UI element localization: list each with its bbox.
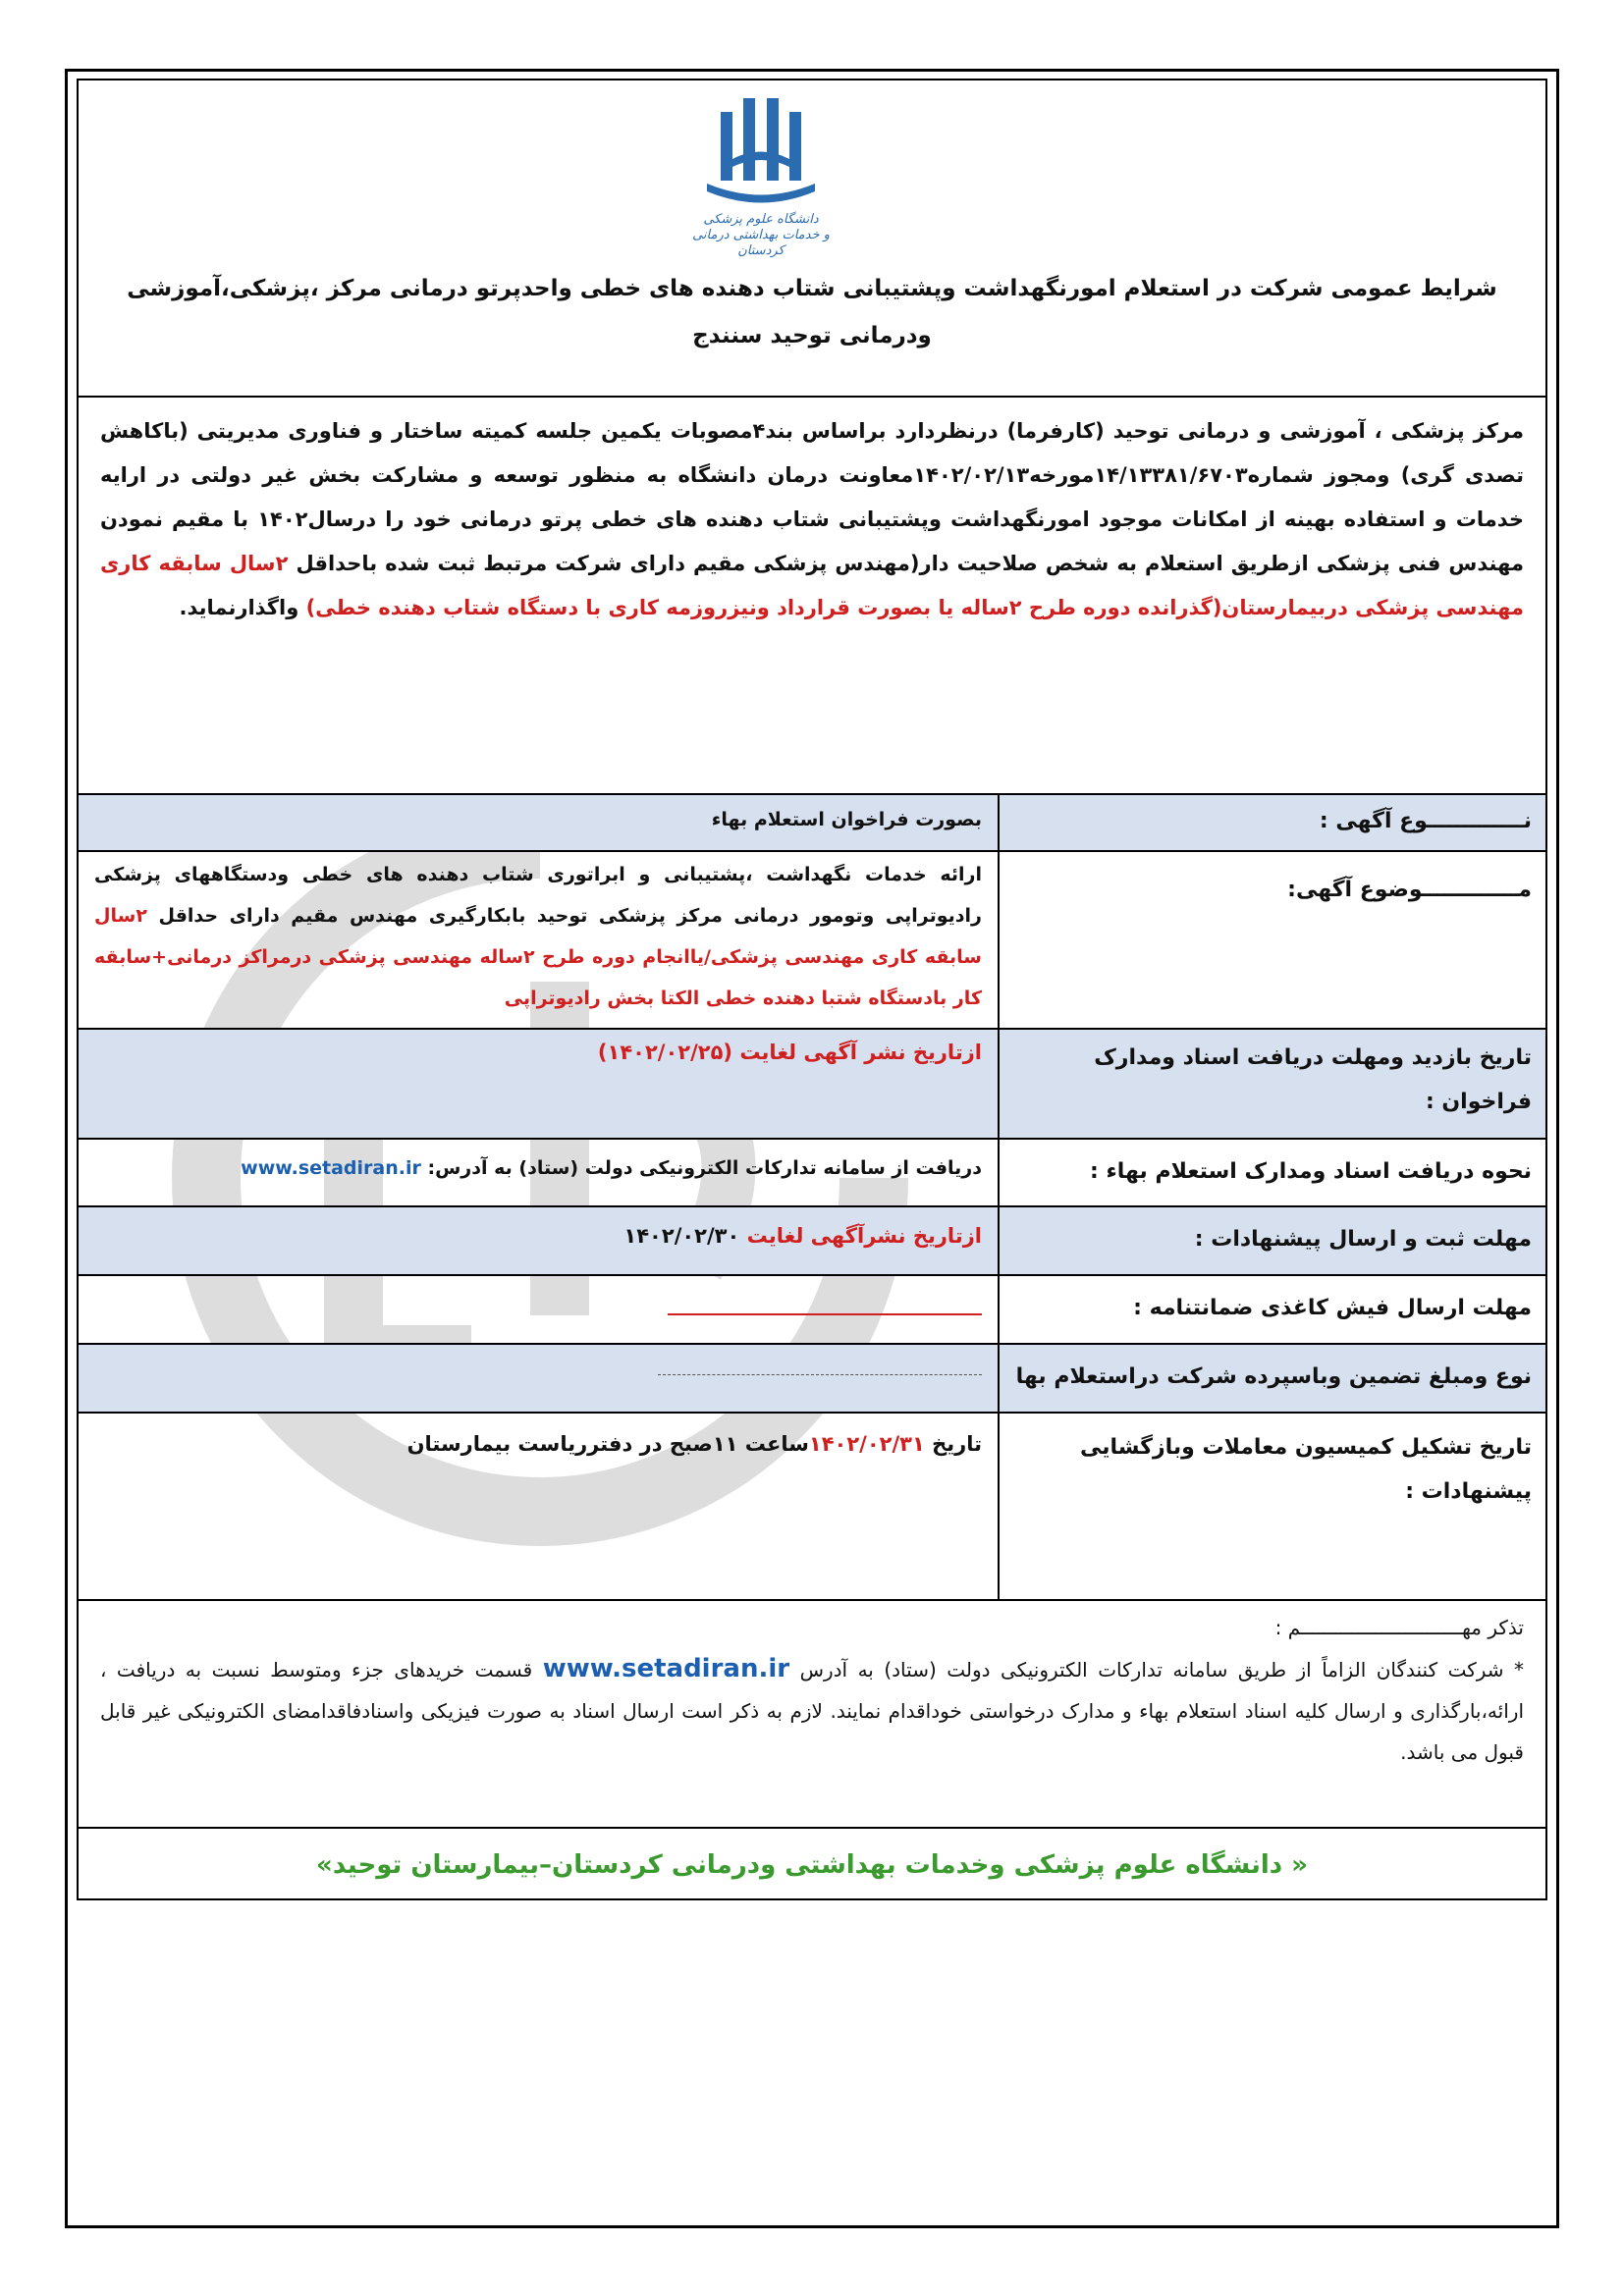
- row-guarantee-slip-deadline: [79, 1276, 1545, 1345]
- intro-requirement-highlight: ۲سال سابقه کاری مهندسی پزشکی دربیمارستان(گذرانده دوره طرح ۲ساله یا بصورت قرارداد ونیزروزمه کاری با دستگاه شتاب دهنده خطی): [100, 552, 1524, 619]
- row-visit-deadline: [79, 1030, 1545, 1140]
- row-document-retrieval: [79, 1140, 1545, 1207]
- label-notice-subject: مـــــــــــــوضوع آگهی:: [998, 852, 1545, 1028]
- logo-caption-line2: و خدمات بهداشتی درمانی کردستان: [692, 228, 830, 258]
- commission-date-prefix: تاریخ: [924, 1432, 982, 1456]
- value-visit-deadline: ازتاریخ نشر آگهی لغایت (۱۴۰۲/۰۲/۲۵): [597, 1041, 982, 1064]
- logo-caption-line1: دانشگاه علوم پزشکی: [703, 212, 819, 227]
- label-notice-type: نـــــــــــــوع آگهی :: [998, 795, 1545, 850]
- empty-value-dots: [658, 1359, 982, 1375]
- value-document-retrieval: [79, 1140, 998, 1205]
- label-document-retrieval: نحوه دریافت اسناد ومدارک استعلام بهاء :: [998, 1140, 1545, 1205]
- submission-from-text: ازتاریخ نشرآگهی لغایت: [746, 1224, 982, 1248]
- notes-heading: تذکر مهــــــــــــــــــــــــــــم :: [1274, 1616, 1524, 1639]
- title-line-2: ودرمانی توحید سنندج: [692, 323, 932, 348]
- label-guarantee-slip-deadline: مهلت ارسال فیش کاغذی ضمانتنامه :: [998, 1276, 1545, 1343]
- title-line-1: شرایط عمومی شرکت در استعلام امورنگهداشت وپشتیبانی شتاب دهنده های خطی واحدپرتو درمانی مرکز ،پزشکی،آموزشی: [127, 276, 1497, 301]
- row-guarantee-type-amount: [79, 1345, 1545, 1414]
- commission-time-place: ساعت ۱۱صبح در دفترریاست بیمارستان: [406, 1432, 809, 1456]
- document-title: [79, 245, 1545, 398]
- value-notice-subject: [79, 852, 998, 1028]
- setadiran-link[interactable]: www.setadiran.ir: [241, 1157, 421, 1179]
- label-commission-date: تاریخ تشکیل کمیسیون معاملات وبازگشایی پیشنهادات :: [998, 1414, 1545, 1599]
- submission-date: ۱۴۰۲/۰۲/۳۰: [623, 1224, 740, 1248]
- footer-university-name: « دانشگاه علوم پزشکی وخدمات بهداشتی ودرمانی کردستان–بیمارستان توحید»: [316, 1850, 1308, 1880]
- intro-text-1: مرکز پزشکی ، آموزشی و درمانی توحید (کارفرما) درنظردارد براساس بند۴مصوبات یکمین جلسه کمیته ساختار و فناوری مدیریتی (باکاهش تصدی گری) ومجوز شماره۱۴/۱۳۳۸۱/۶۷۰۳مورخه۱۴۰۲/۰۲/۱۳معاونت درمان دانشگاه به منظور توسعه و مشارکت بخش غیر دولتی در ارایه خدمات و استفاده بهینه از امکانات موجود امورنگهداشت وپشتیبانی شتاب دهنده های خطی پرتو درمانی خود را درسال۱۴۰۲ با مقیم نمودن مهندس فنی پزشکی ازطریق استعلام به شخص صلاحیت دار(: [100, 419, 1524, 575]
- label-guarantee-type-amount: نوع ومبلغ تضمین وباسپرده شرکت دراستعلام بها: [998, 1345, 1545, 1412]
- subject-requirement-highlight: ۲سال سابقه کاری مهندسی پزشکی/یاانجام دوره طرح ۲ساله مهندسی پزشکی درمراکز درمانی+سابقه کار بادستگاه شتبا دهنده خطی الکتا بخش رادیوتراپی: [94, 905, 982, 1009]
- intro-paragraph: [79, 398, 1545, 795]
- label-visit-deadline: تاریخ بازدید ومهلت دریافت اسناد ومدارک فراخوان :: [998, 1030, 1545, 1138]
- intro-text-2: مهندس پزشکی مقیم دارای شرکت مرتبط ثبت شده باحداقل: [288, 552, 910, 575]
- value-submission-deadline: [79, 1207, 998, 1274]
- intro-text-3: واگذارنماید.: [179, 596, 306, 619]
- notes-body: [100, 1648, 1524, 1773]
- row-notice-type: [79, 795, 1545, 852]
- row-submission-deadline: [79, 1207, 1545, 1276]
- value-commission-date: [79, 1414, 998, 1599]
- subject-text: ارائه خدمات نگهداشت ،پشتیبانی و ابراتوری شتاب دهنده های خطی ودستگاههای پزشکی رادیوتراپی وتومور درمانی مرکز پزشکی توحید بابکارگیری مهندس مقیم دارای حداقل: [94, 864, 982, 927]
- commission-date: ۱۴۰۲/۰۲/۳۱: [808, 1432, 925, 1456]
- value-guarantee-type-amount: [79, 1345, 998, 1412]
- notes-setadiran-link[interactable]: www.setadiran.ir: [542, 1654, 790, 1683]
- value-notice-type: بصورت فراخوان استعلام بهاء: [711, 809, 982, 830]
- label-submission-deadline: مهلت ثبت و ارسال پیشنهادات :: [998, 1207, 1545, 1274]
- retrieval-text: دریافت از سامانه تدارکات الکترونیکی دولت (ستاد) به آدرس:: [427, 1157, 982, 1179]
- notes-text-2: قسمت خریدهای جزء ومتوسط نسبت به دریافت ، ارائه،بارگذاری و ارسال کلیه اسناد استعلام بهاء و مدارک درخواستی خوداقدام نمایند. لازم به ذکر است ارسال اسناد به صورت فیزیکی واسنادفاقدامضای الکترونیکی غیر قابل قبول می باشد.: [100, 1658, 1524, 1764]
- empty-value-dashes: [668, 1290, 982, 1315]
- row-commission-date: [79, 1414, 1545, 1601]
- row-notice-subject: [79, 852, 1545, 1030]
- value-guarantee-slip-deadline: [79, 1276, 998, 1343]
- important-notes: [79, 1601, 1545, 1829]
- document-frame: [77, 79, 1547, 1900]
- notes-text-1: * شرکت کنندگان الزاماً از طریق سامانه تدارکات الکترونیکی دولت (ستاد) به آدرس: [799, 1658, 1525, 1682]
